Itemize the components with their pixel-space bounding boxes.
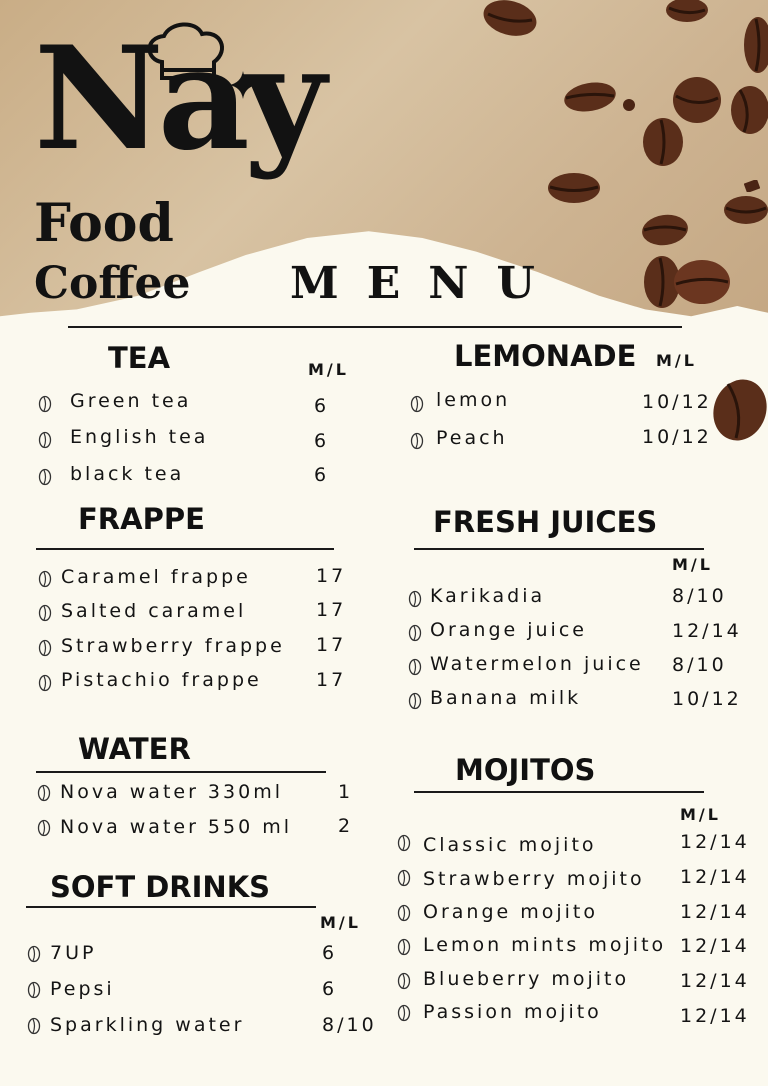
coffee-bean-icon [410, 432, 424, 450]
menu-item-name: Watermelon juice [430, 653, 644, 675]
menu-title: MENU [290, 258, 563, 309]
menu-item-name: Pistachio frappe [61, 669, 262, 691]
coffee-bean-icon [38, 468, 52, 486]
menu-item-name: English tea [70, 426, 209, 448]
menu-item-price: 8/10 [672, 585, 727, 607]
menu-item-price: 12/14 [680, 935, 750, 957]
menu-item-name: Karikadia [430, 585, 546, 607]
menu-item-price: 12/14 [680, 1005, 750, 1027]
menu-item-name: lemon [436, 389, 511, 411]
section-title: TEA [108, 341, 171, 375]
coffee-bean-image [546, 170, 602, 206]
coffee-fragment-image [622, 98, 636, 112]
menu-item-name: Nova water 330ml [60, 781, 283, 803]
menu-item-price: 2 [338, 815, 354, 837]
coffee-bean-image [562, 80, 618, 114]
coffee-bean-icon [397, 938, 411, 956]
coffee-bean-icon [397, 869, 411, 887]
menu-item-price: 6 [322, 942, 338, 964]
menu-item-name: Peach [436, 427, 508, 449]
menu-item-name: Passion mojito [423, 1001, 602, 1023]
menu-item-price: 17 [316, 669, 347, 691]
coffee-bean-icon [38, 674, 52, 692]
coffee-bean-icon [410, 395, 424, 413]
coffee-bean-image [710, 376, 768, 444]
menu-item-name: Pepsi [50, 978, 115, 1000]
menu-item-name: Orange mojito [423, 901, 599, 923]
coffee-bean-image [726, 84, 768, 136]
menu-item-price: 1 [338, 781, 354, 803]
size-label: M/L [308, 360, 349, 379]
coffee-bean-icon [408, 590, 422, 608]
size-label: M/L [680, 805, 721, 824]
menu-item-name: Strawberry frappe [61, 635, 285, 657]
menu-item-price: 10/12 [672, 688, 742, 710]
section-divider [414, 548, 704, 550]
menu-item-price: 12/14 [680, 866, 750, 888]
section-title: FRESH JUICES [433, 505, 658, 539]
menu-item-name: Nova water 550 ml [60, 816, 293, 838]
coffee-bean-icon [408, 658, 422, 676]
menu-item-name: Classic mojito [423, 834, 597, 856]
menu-item-price: 6 [322, 978, 338, 1000]
coffee-bean-icon [37, 784, 51, 802]
menu-item-price: 8/10 [672, 654, 727, 676]
coffee-bean-icon [397, 834, 411, 852]
coffee-bean-icon [38, 395, 52, 413]
section-divider [26, 906, 316, 908]
logo-title: Nay [34, 16, 321, 182]
coffee-bean-icon [27, 945, 41, 963]
menu-item-name: Green tea [70, 390, 192, 412]
menu-item-price: 17 [316, 565, 347, 587]
coffee-bean-icon [408, 692, 422, 710]
coffee-bean-icon [37, 819, 51, 837]
menu-item-price: 17 [316, 634, 347, 656]
menu-item-price: 12/14 [672, 620, 742, 642]
menu-item-name: Banana milk [430, 687, 582, 709]
menu-item-price: 6 [314, 464, 330, 486]
menu-item-name: black tea [70, 463, 185, 485]
menu-item-price: 12/14 [680, 901, 750, 923]
coffee-bean-image [640, 212, 690, 248]
section-title: MOJITOS [455, 753, 596, 787]
coffee-bean-icon [408, 624, 422, 642]
menu-item-name: 7UP [50, 942, 97, 964]
section-divider [36, 771, 326, 773]
menu-item-name: Blueberry mojito [423, 968, 630, 990]
section-title: WATER [78, 732, 191, 766]
coffee-bean-icon [397, 904, 411, 922]
menu-item-price: 8/10 [322, 1014, 377, 1036]
menu-item-name: Caramel frappe [61, 566, 251, 588]
coffee-bean-icon [397, 1004, 411, 1022]
coffee-fragment-image [744, 180, 760, 192]
menu-item-name: Salted caramel [61, 600, 247, 622]
coffee-bean-image [640, 252, 732, 312]
section-divider [36, 548, 334, 550]
coffee-bean-image [664, 0, 710, 24]
size-label: M/L [672, 555, 713, 574]
section-title: SOFT DRINKS [50, 870, 271, 904]
coffee-bean-image [480, 0, 540, 40]
logo-subtitle-coffee: Coffee [34, 258, 191, 309]
coffee-bean-image [640, 116, 686, 168]
coffee-bean-icon [38, 570, 52, 588]
size-label: M/L [656, 351, 697, 370]
logo-subtitle-food: Food [34, 193, 174, 254]
size-label: M/L [320, 913, 361, 932]
menu-item-price: 10/12 [642, 426, 712, 448]
menu-item-price: 12/14 [680, 970, 750, 992]
section-divider [414, 791, 704, 793]
coffee-bean-image [740, 14, 768, 76]
menu-item-price: 6 [314, 395, 330, 417]
menu-item-name: Sparkling water [50, 1014, 245, 1036]
header-divider [68, 326, 682, 328]
section-title: LEMONADE [454, 339, 637, 373]
coffee-bean-icon [27, 1017, 41, 1035]
coffee-bean-icon [38, 604, 52, 622]
menu-item-price: 17 [316, 599, 347, 621]
coffee-bean-image [720, 194, 768, 226]
menu-item-name: Orange juice [430, 619, 587, 641]
coffee-bean-icon [397, 972, 411, 990]
coffee-bean-icon [38, 431, 52, 449]
menu-item-name: Strawberry mojito [423, 868, 645, 890]
coffee-bean-icon [38, 639, 52, 657]
section-title: FRAPPE [78, 502, 205, 536]
menu-item-price: 10/12 [642, 391, 712, 413]
menu-item-price: 6 [314, 430, 330, 452]
menu-item-name: Lemon mints mojito [423, 934, 667, 956]
menu-item-price: 12/14 [680, 831, 750, 853]
coffee-bean-icon [27, 981, 41, 999]
